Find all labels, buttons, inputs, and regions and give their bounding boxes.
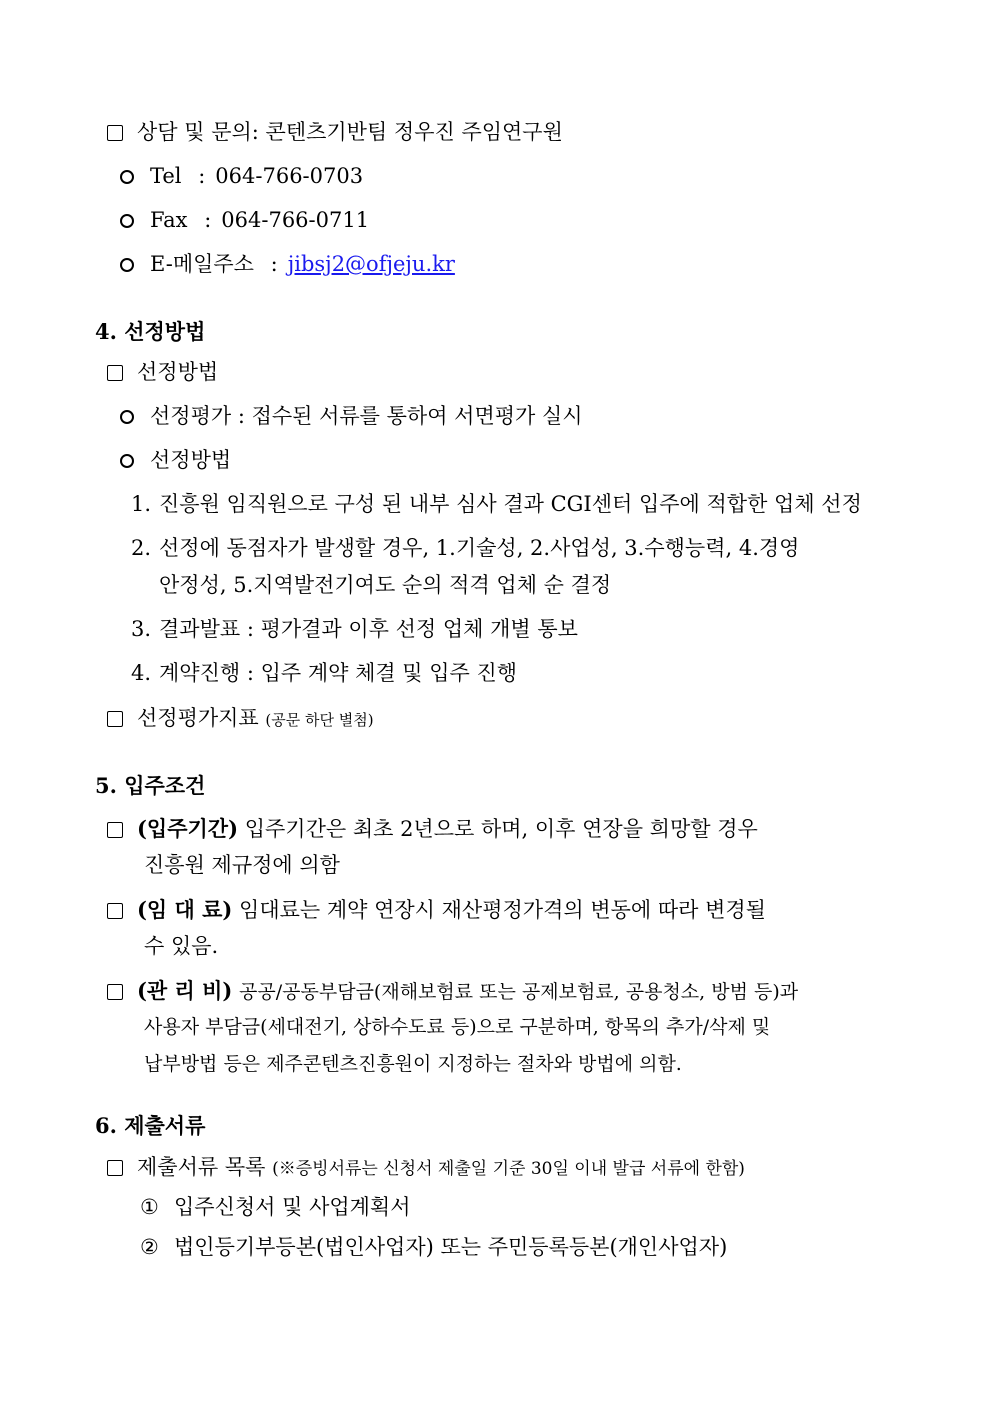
step-text: 진흥원 임직원으로 구성 된 내부 심사 결과 CGI센터 입주에 적합한 업체 선정 [159,492,862,516]
step-4 [131,663,517,684]
section4-item2-line [120,450,231,471]
section4-box-title: 선정방법 [137,360,219,384]
checkbox-square-icon [107,711,123,727]
doc-item-2 [140,1237,727,1258]
checkbox-square-icon [107,903,123,919]
checkbox-square-icon [107,822,123,838]
section6-box-line [107,1157,745,1178]
doc-item-1 [140,1197,411,1218]
email-label: E-메일주소 [150,252,254,276]
email-link[interactable]: jibsj2@ofjeju.kr [287,252,455,276]
bullet-circle-icon [120,410,134,424]
contact-title-line [107,122,563,143]
bullet-circle-icon [120,214,134,228]
step-3 [131,619,578,640]
term-label: (입주기간) [137,816,239,841]
checkbox-square-icon [107,365,123,381]
tel-label: Tel [150,164,182,188]
fax-value: 064-766-0711 [221,208,370,232]
bullet-circle-icon [120,258,134,272]
fax-sep: : [204,208,212,232]
rent-text: 임대료는 계약 연장시 재산평정가격의 변동에 따라 변경될 [239,898,766,922]
fee-text-continued-2: 납부방법 등은 제주콘텐츠진흥원이 지정하는 절차와 방법에 의함. [144,1053,682,1075]
section6-box-note: (※증빙서류는 신청서 제출일 기준 30일 이내 발급 서류에 한함) [272,1159,745,1179]
section4-box2-line [107,708,374,729]
fee-text-continued-1: 사용자 부담금(세대전기, 상하수도료 등)으로 구분하며, 항목의 추가/삭제 및 [144,1016,771,1038]
contact-title: 상담 및 문의: 콘텐츠기반팀 정우진 주임연구원 [137,120,563,144]
circled-number: ① [140,1195,159,1219]
email-sep: : [270,252,278,276]
fee-line [107,980,798,1002]
fee-text: 공공/공동부담금(재해보험료 또는 공제보험료, 공용청소, 방범 등)과 [239,981,799,1003]
rent-line [107,899,766,921]
step-2-continued: 안정성, 5.지역발전기여도 순의 적격 업체 순 결정 [159,573,612,597]
step-1 [131,494,862,515]
tel-sep: : [198,164,206,188]
section4-item1: 선정평가 : 접수된 서류를 통하여 서면평가 실시 [150,404,583,428]
section4-item2: 선정방법 [150,448,232,472]
step-number: 3. [131,617,152,641]
doc-item-text: 법인등기부등본(법인사업자) 또는 주민등록등본(개인사업자) [174,1235,728,1259]
checkbox-square-icon [107,125,123,141]
section4-box-line [107,362,218,383]
section6-heading: 6. 제출서류 [95,1113,206,1138]
bullet-circle-icon [120,170,134,184]
step-number: 2. [131,536,152,560]
section5-heading: 5. 입주조건 [95,773,206,798]
doc-item-text: 입주신청서 및 사업계획서 [174,1195,411,1219]
section4-heading: 4. 선정방법 [95,319,206,344]
step-text: 계약진행 : 입주 계약 체결 및 입주 진행 [159,661,518,685]
fax-line [120,210,369,231]
rent-text-continued: 수 있음. [144,934,219,958]
fax-label: Fax [150,208,188,232]
tel-line [120,166,363,187]
fee-label: (관 리 비) [137,978,233,1003]
checkbox-square-icon [107,984,123,1000]
rent-label: (임 대 료) [137,897,233,922]
term-line [107,818,758,840]
bullet-circle-icon [120,454,134,468]
section4-box2-title: 선정평가지표 [137,706,259,730]
section4-box2-note: (공문 하단 별첨) [265,711,374,729]
step-text: 결과발표 : 평가결과 이후 선정 업체 개별 통보 [159,617,578,641]
circled-number: ② [140,1235,159,1259]
step-number: 4. [131,661,152,685]
section6-box-title: 제출서류 목록 [137,1155,266,1179]
step-text: 선정에 동점자가 발생할 경우, 1.기술성, 2.사업성, 3.수행능력, 4.경영 [159,536,800,560]
step-2 [131,538,799,559]
term-text-continued: 진흥원 제규정에 의함 [144,853,340,877]
section4-item1-line [120,406,583,427]
email-line [120,254,455,275]
term-text: 입주기간은 최초 2년으로 하며, 이후 연장을 희망할 경우 [244,817,758,841]
tel-value: 064-766-0703 [215,164,364,188]
checkbox-square-icon [107,1160,123,1176]
step-number: 1. [131,492,152,516]
